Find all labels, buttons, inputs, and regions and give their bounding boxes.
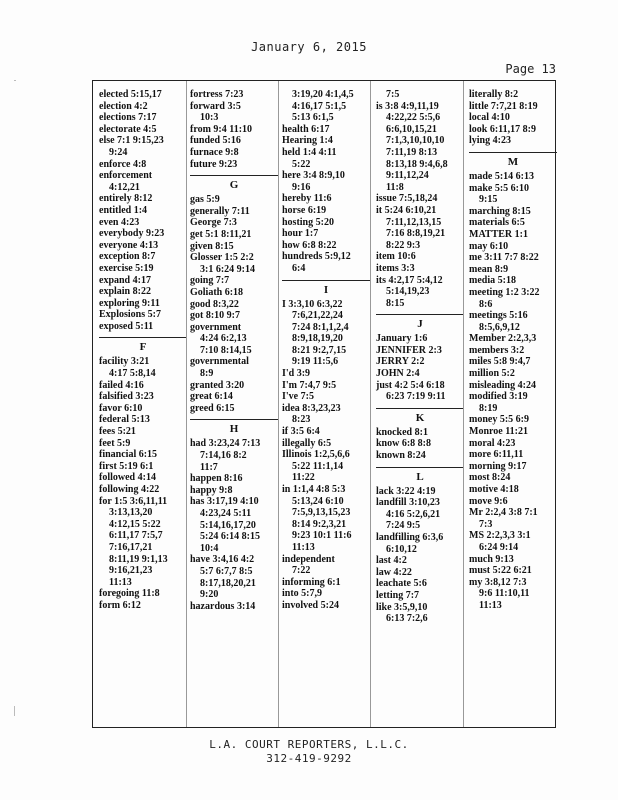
index-entry: items 3:3 bbox=[376, 262, 415, 274]
index-entry-continuation: 6:23 7:19 9:11 bbox=[386, 391, 446, 403]
index-entry-continuation: 6:6,10,15,21 bbox=[386, 123, 437, 135]
index-entry: meeting 1:2 3:22 bbox=[469, 286, 540, 298]
index-entry-continuation: 5:24 6:14 8:15 bbox=[200, 531, 260, 543]
index-entry-continuation: 9:15 bbox=[479, 194, 498, 206]
index-entry: law 4:22 bbox=[376, 566, 412, 578]
index-entry: look 6:11,17 8:9 bbox=[469, 123, 536, 135]
index-entry: idea 8:3,23,23 bbox=[282, 402, 341, 414]
index-entry: exception 8:7 bbox=[99, 251, 156, 263]
index-entry-continuation: 8:6 bbox=[479, 298, 493, 310]
index-entry: electorate 4:5 bbox=[99, 123, 157, 135]
index-column-3 bbox=[282, 89, 370, 612]
index-entry: more 6:11,11 bbox=[469, 449, 524, 461]
index-entry: JENNIFER 2:3 bbox=[376, 344, 442, 356]
index-entry-continuation: 8:9 bbox=[200, 368, 214, 380]
index-entry: JOHN 2:4 bbox=[376, 368, 420, 380]
index-entry-continuation: 3:19,20 4:1,4,5 bbox=[292, 89, 354, 100]
index-section-letter: L bbox=[376, 467, 464, 484]
index-entry-continuation: 7:14,16 8:2 bbox=[200, 450, 247, 462]
index-entry: favor 6:10 bbox=[99, 402, 143, 414]
index-entry: knocked 8:1 bbox=[376, 426, 428, 438]
index-entry: literally 8:2 bbox=[469, 89, 519, 100]
index-entry: MS 2:2,3,3 3:1 bbox=[469, 530, 531, 542]
index-entry: much 9:13 bbox=[469, 553, 514, 565]
index-entry: election 4:2 bbox=[99, 100, 148, 112]
index-entry-continuation: 6:10,12 bbox=[386, 543, 417, 555]
index-entry: Hearing 1:4 bbox=[282, 135, 333, 147]
index-entry-continuation: 8:13,18 9:4,6,8 bbox=[386, 158, 448, 170]
index-column-2 bbox=[190, 89, 278, 612]
index-entry: known 8:24 bbox=[376, 450, 426, 462]
index-entry: million 5:2 bbox=[469, 368, 515, 380]
index-entry-continuation: 11:13 bbox=[292, 541, 315, 553]
index-entry: exploring 9:11 bbox=[99, 297, 160, 309]
index-entry-continuation: 10:3 bbox=[200, 112, 219, 124]
index-entry: following 4:22 bbox=[99, 484, 160, 495]
index-entry: governmental bbox=[190, 356, 249, 368]
index-entry-continuation: 8:14 9:2,3,21 bbox=[292, 518, 347, 530]
index-entry: it 5:24 6:10,21 bbox=[376, 204, 437, 216]
index-entry-continuation: 7:1,3,10,10,10 bbox=[386, 135, 445, 147]
index-entry: health 6:17 bbox=[282, 123, 330, 135]
index-entry: leachate 5:6 bbox=[376, 578, 427, 590]
index-section-letter: I bbox=[282, 280, 370, 297]
index-entry: item 10:6 bbox=[376, 251, 416, 263]
index-entry-continuation: 11:22 bbox=[292, 472, 315, 484]
index-entry: feet 5:9 bbox=[99, 437, 131, 449]
index-entry: explain 8:22 bbox=[99, 286, 151, 298]
index-entry: may 6:10 bbox=[469, 240, 509, 252]
index-entry: got 8:10 9:7 bbox=[190, 310, 240, 322]
index-entry: has 3:17,19 4:10 bbox=[190, 496, 259, 508]
index-entry-continuation: 9:23 10:1 11:6 bbox=[292, 530, 352, 542]
index-entry-continuation: 9:16,21,23 bbox=[109, 565, 153, 577]
index-entry: hosting 5:20 bbox=[282, 216, 334, 228]
index-entry: gas 5:9 bbox=[190, 194, 220, 206]
index-entry: exercise 5:19 bbox=[99, 262, 154, 274]
index-entry: here 3:4 8:9,10 bbox=[282, 170, 345, 182]
index-entry-continuation: 5:22 11:1,14 bbox=[292, 460, 344, 472]
word-index-box bbox=[92, 80, 556, 728]
index-entry: hereby 11:6 bbox=[282, 193, 332, 205]
index-entry: foregoing 11:8 bbox=[99, 588, 160, 600]
index-section-letter: J bbox=[376, 314, 464, 331]
index-entry: Illinois 1:2,5,6,6 bbox=[282, 449, 350, 461]
column-divider bbox=[278, 81, 279, 727]
index-entry-continuation: 7:5 bbox=[386, 89, 400, 100]
index-entry: hour 1:7 bbox=[282, 228, 319, 240]
index-entry: expand 4:17 bbox=[99, 274, 151, 286]
index-entry: future 9:23 bbox=[190, 158, 238, 170]
index-entry-continuation: 11:13 bbox=[479, 599, 502, 611]
index-entry: happen 8:16 bbox=[190, 473, 243, 485]
index-entry: my 3:8,12 7:3 bbox=[469, 576, 527, 588]
index-entry: else 7:1 9:15,23 bbox=[99, 135, 164, 147]
index-entry-continuation: 7:16 8:8,19,21 bbox=[386, 228, 446, 240]
index-entry-continuation: 4:12,15 5:22 bbox=[109, 518, 161, 530]
index-entry: fortress 7:23 bbox=[190, 89, 244, 100]
index-entry-continuation: 5:14,19,23 bbox=[386, 286, 430, 298]
index-entry: lack 3:22 4:19 bbox=[376, 485, 436, 497]
index-entry: like 3:5,9,10 bbox=[376, 601, 428, 613]
index-entry: I'd 3:9 bbox=[282, 368, 311, 380]
index-entry: going 7:7 bbox=[190, 275, 230, 287]
scan-speck bbox=[14, 80, 16, 81]
index-entry-continuation: 6:4 bbox=[292, 262, 306, 274]
index-entry-continuation: 11:13 bbox=[109, 576, 132, 588]
index-entry: little 7:7,21 8:19 bbox=[469, 100, 538, 112]
index-entry: generally 7:11 bbox=[190, 205, 250, 217]
index-entry: morning 9:17 bbox=[469, 460, 527, 472]
index-entry: Member 2:2,3,3 bbox=[469, 333, 537, 345]
index-entry: illegally 6:5 bbox=[282, 437, 332, 449]
index-entry: its 4:2,17 5:4,12 bbox=[376, 274, 443, 286]
index-entry: moral 4:23 bbox=[469, 437, 516, 449]
index-entry: informing 6:1 bbox=[282, 576, 341, 588]
index-entry-continuation: 7:16,17,21 bbox=[109, 541, 153, 553]
index-entry: government bbox=[190, 321, 242, 333]
index-entry-continuation: 7:24 9:5 bbox=[386, 520, 421, 532]
index-entry: local 4:10 bbox=[469, 112, 510, 124]
index-entry: money 5:5 6:9 bbox=[469, 414, 529, 426]
index-entry: hundreds 5:9,12 bbox=[282, 251, 351, 263]
index-entry: enforce 4:8 bbox=[99, 158, 147, 170]
index-entry-continuation: 8:21 9:2,7,15 bbox=[292, 344, 347, 356]
index-section-letter: H bbox=[190, 419, 278, 436]
index-entry: furnace 9:8 bbox=[190, 146, 239, 158]
index-entry-continuation: 8:15 bbox=[386, 297, 405, 309]
index-entry: entitled 1:4 bbox=[99, 204, 148, 216]
index-entry-continuation: 4:16 5:2,6,21 bbox=[386, 508, 441, 520]
index-entry-continuation: 5:22 bbox=[292, 158, 311, 170]
index-entry: horse 6:19 bbox=[282, 204, 327, 216]
index-entry-continuation: 6:24 9:14 bbox=[479, 541, 519, 553]
index-entry-continuation: 7:11,12,13,15 bbox=[386, 216, 442, 228]
index-entry: failed 4:16 bbox=[99, 379, 144, 391]
index-entry-continuation: 9:24 bbox=[109, 146, 128, 158]
index-entry: marching 8:15 bbox=[469, 205, 531, 217]
index-section-letter: M bbox=[469, 152, 557, 169]
index-entry-continuation: 4:16,17 5:1,5 bbox=[292, 100, 347, 112]
index-entry: meetings 5:16 bbox=[469, 310, 528, 322]
index-entry-continuation: 9:11,12,24 bbox=[386, 170, 429, 182]
index-entry-continuation: 10:4 bbox=[200, 542, 219, 554]
index-entry-continuation: 4:17 5:8,14 bbox=[109, 368, 156, 380]
index-entry: had 3:23,24 7:13 bbox=[190, 438, 261, 450]
index-entry-continuation: 9:20 bbox=[200, 589, 219, 601]
index-column-1 bbox=[99, 89, 187, 612]
index-entry: I'm 7:4,7 9:5 bbox=[282, 379, 337, 391]
index-entry: I 3:3,10 6:3,22 bbox=[282, 298, 343, 310]
index-entry: most 8:24 bbox=[469, 472, 511, 484]
index-entry-continuation: 6:11,17 7:5,7 bbox=[109, 530, 163, 542]
index-entry: held 1:4 4:11 bbox=[282, 146, 337, 158]
index-entry-continuation: 9:19 11:5,6 bbox=[292, 356, 339, 368]
index-entry: everybody 9:23 bbox=[99, 228, 165, 240]
index-entry: happy 9:8 bbox=[190, 484, 233, 496]
index-entry-continuation: 7:3 bbox=[479, 518, 493, 530]
index-entry: everyone 4:13 bbox=[99, 239, 159, 251]
index-entry: last 4:2 bbox=[376, 555, 407, 567]
index-entry-continuation: 11:8 bbox=[386, 181, 404, 193]
index-entry: form 6:12 bbox=[99, 599, 141, 611]
index-entry: made 5:14 6:13 bbox=[469, 170, 534, 182]
index-entry-continuation: 3:13,13,20 bbox=[109, 507, 153, 519]
index-entry: get 5:1 8:11,21 bbox=[190, 228, 252, 240]
index-entry: federal 5:13 bbox=[99, 414, 150, 426]
column-divider bbox=[370, 81, 371, 727]
index-entry-continuation: 7:10 8:14,15 bbox=[200, 344, 252, 356]
index-entry: have 3:4,16 4:2 bbox=[190, 554, 255, 566]
index-entry-continuation: 7:11,19 8:13 bbox=[386, 146, 438, 158]
index-entry: in 1:1,4 4:8 5:3 bbox=[282, 484, 346, 495]
index-entry-continuation: 8:22 9:3 bbox=[386, 239, 421, 251]
index-entry: exposed 5:11 bbox=[99, 320, 154, 332]
index-entry-continuation: 5:14,16,17,20 bbox=[200, 519, 256, 531]
index-entry: is 3:8 4:9,11,19 bbox=[376, 100, 439, 112]
index-entry-continuation: 5:7 6:7,7 8:5 bbox=[200, 565, 253, 577]
index-entry: Monroe 11:21 bbox=[469, 426, 528, 438]
index-entry: materials 6:5 bbox=[469, 217, 525, 229]
index-entry: mean 8:9 bbox=[469, 263, 509, 275]
index-entry: funded 5:16 bbox=[190, 135, 241, 147]
index-entry: even 4:23 bbox=[99, 216, 140, 228]
index-entry: facility 3:21 bbox=[99, 356, 150, 368]
index-entry: elected 5:15,17 bbox=[99, 89, 162, 100]
index-entry-continuation: 8:5,6,9,12 bbox=[479, 321, 520, 333]
index-section-letter: K bbox=[376, 408, 464, 425]
index-entry-continuation: 4:23,24 5:11 bbox=[200, 508, 252, 519]
index-entry: followed 4:14 bbox=[99, 472, 156, 484]
index-entry-continuation: 6:13 7:2,6 bbox=[386, 613, 428, 625]
index-entry: JERRY 2:2 bbox=[376, 356, 425, 368]
index-entry: how 6:8 8:22 bbox=[282, 239, 337, 251]
index-entry: enforcement bbox=[99, 170, 153, 182]
index-entry: motive 4:18 bbox=[469, 484, 519, 495]
index-entry-continuation: 8:19 bbox=[479, 402, 498, 414]
index-section-letter: F bbox=[99, 337, 187, 354]
index-entry-continuation: 8:23 bbox=[292, 414, 311, 426]
index-entry: fees 5:21 bbox=[99, 426, 136, 438]
index-column-4 bbox=[376, 89, 464, 625]
index-entry: make 5:5 6:10 bbox=[469, 182, 529, 194]
index-entry: first 5:19 6:1 bbox=[99, 460, 154, 472]
index-entry: media 5:18 bbox=[469, 275, 516, 287]
index-entry-continuation: 9:6 11:10,11 bbox=[479, 588, 530, 600]
index-entry: granted 3:20 bbox=[190, 379, 245, 391]
index-entry-continuation: 5:13 6:1,5 bbox=[292, 112, 334, 124]
index-entry-continuation: 8:9,18,19,20 bbox=[292, 333, 343, 345]
index-entry: landfilling 6:3,6 bbox=[376, 532, 444, 543]
footer-company: L.A. COURT REPORTERS, L.L.C. bbox=[209, 738, 409, 751]
scan-speck bbox=[14, 706, 15, 716]
index-column-5 bbox=[469, 89, 557, 612]
index-entry: lying 4:23 bbox=[469, 135, 511, 147]
footer-phone: 312-419-9292 bbox=[266, 752, 352, 765]
index-entry: falsified 3:23 bbox=[99, 391, 154, 403]
index-entry-continuation: 9:16 bbox=[292, 181, 311, 193]
index-entry: issue 7:5,18,24 bbox=[376, 193, 438, 205]
index-entry: forward 3:5 bbox=[190, 100, 241, 112]
index-entry: involved 5:24 bbox=[282, 599, 339, 611]
index-entry: for 1:5 3:6,11,11 bbox=[99, 495, 168, 507]
index-entry: miles 5:8 9:4,7 bbox=[469, 356, 531, 368]
index-entry: must 5:22 6:21 bbox=[469, 565, 532, 577]
index-entry: know 6:8 8:8 bbox=[376, 438, 432, 450]
index-entry: Mr 2:2,4 3:8 7:1 bbox=[469, 507, 538, 519]
index-entry: Goliath 6:18 bbox=[190, 286, 244, 298]
index-entry: elections 7:17 bbox=[99, 112, 157, 124]
index-entry: greed 6:15 bbox=[190, 402, 235, 414]
index-entry: move 9:6 bbox=[469, 495, 508, 507]
index-section-letter: G bbox=[190, 175, 278, 192]
index-entry: Explosions 5:7 bbox=[99, 309, 161, 321]
index-entry-continuation: 7:5,9,13,15,23 bbox=[292, 507, 351, 519]
index-entry-continuation: 4:24 6:2,13 bbox=[200, 333, 247, 345]
index-entry-continuation: 7:24 8:1,1,2,4 bbox=[292, 321, 349, 333]
index-entry: George 7:3 bbox=[190, 217, 237, 229]
column-divider bbox=[186, 81, 187, 727]
index-entry: Glosser 1:5 2:2 bbox=[190, 252, 254, 264]
index-entry: into 5:7,9 bbox=[282, 588, 322, 600]
index-entry: financial 6:15 bbox=[99, 449, 158, 461]
index-entry: January 1:6 bbox=[376, 333, 428, 345]
index-entry: misleading 4:24 bbox=[469, 379, 536, 391]
index-entry: independent bbox=[282, 553, 335, 565]
index-entry: letting 7:7 bbox=[376, 589, 420, 601]
index-entry: good 8:3,22 bbox=[190, 298, 239, 310]
index-entry: members 3:2 bbox=[469, 344, 525, 356]
index-entry-continuation: 4:22,22 5:5,6 bbox=[386, 112, 441, 124]
index-entry: entirely 8:12 bbox=[99, 193, 153, 205]
index-entry: landfill 3:10,23 bbox=[376, 497, 440, 509]
index-entry-continuation: 11:7 bbox=[200, 461, 218, 473]
index-entry-continuation: 7:22 bbox=[292, 565, 311, 577]
index-entry: me 3:11 7:7 8:22 bbox=[469, 252, 539, 264]
index-entry: modified 3:19 bbox=[469, 391, 528, 403]
header-date: January 6, 2015 bbox=[251, 40, 367, 54]
index-entry-continuation: 7:6,21,22,24 bbox=[292, 310, 343, 322]
index-entry-continuation: 8:11,19 9:1,13 bbox=[109, 553, 168, 565]
index-entry: given 8:15 bbox=[190, 240, 234, 252]
index-entry-continuation: 4:12,21 bbox=[109, 181, 140, 193]
index-entry: just 4:2 5:4 6:18 bbox=[376, 379, 445, 391]
index-entry: I've 7:5 bbox=[282, 391, 314, 403]
index-entry: great 6:14 bbox=[190, 391, 233, 403]
index-entry-continuation: 3:1 6:24 9:14 bbox=[200, 263, 255, 275]
index-entry-continuation: 5:13,24 6:10 bbox=[292, 495, 344, 507]
index-entry: MATTER 1:1 bbox=[469, 228, 528, 240]
index-entry-continuation: 8:17,18,20,21 bbox=[200, 577, 256, 589]
index-entry: from 9:4 11:10 bbox=[190, 123, 253, 135]
page-number: Page 13 bbox=[505, 62, 556, 76]
index-entry: if 3:5 6:4 bbox=[282, 426, 320, 438]
index-entry: hazardous 3:14 bbox=[190, 600, 256, 612]
column-divider bbox=[463, 81, 464, 727]
